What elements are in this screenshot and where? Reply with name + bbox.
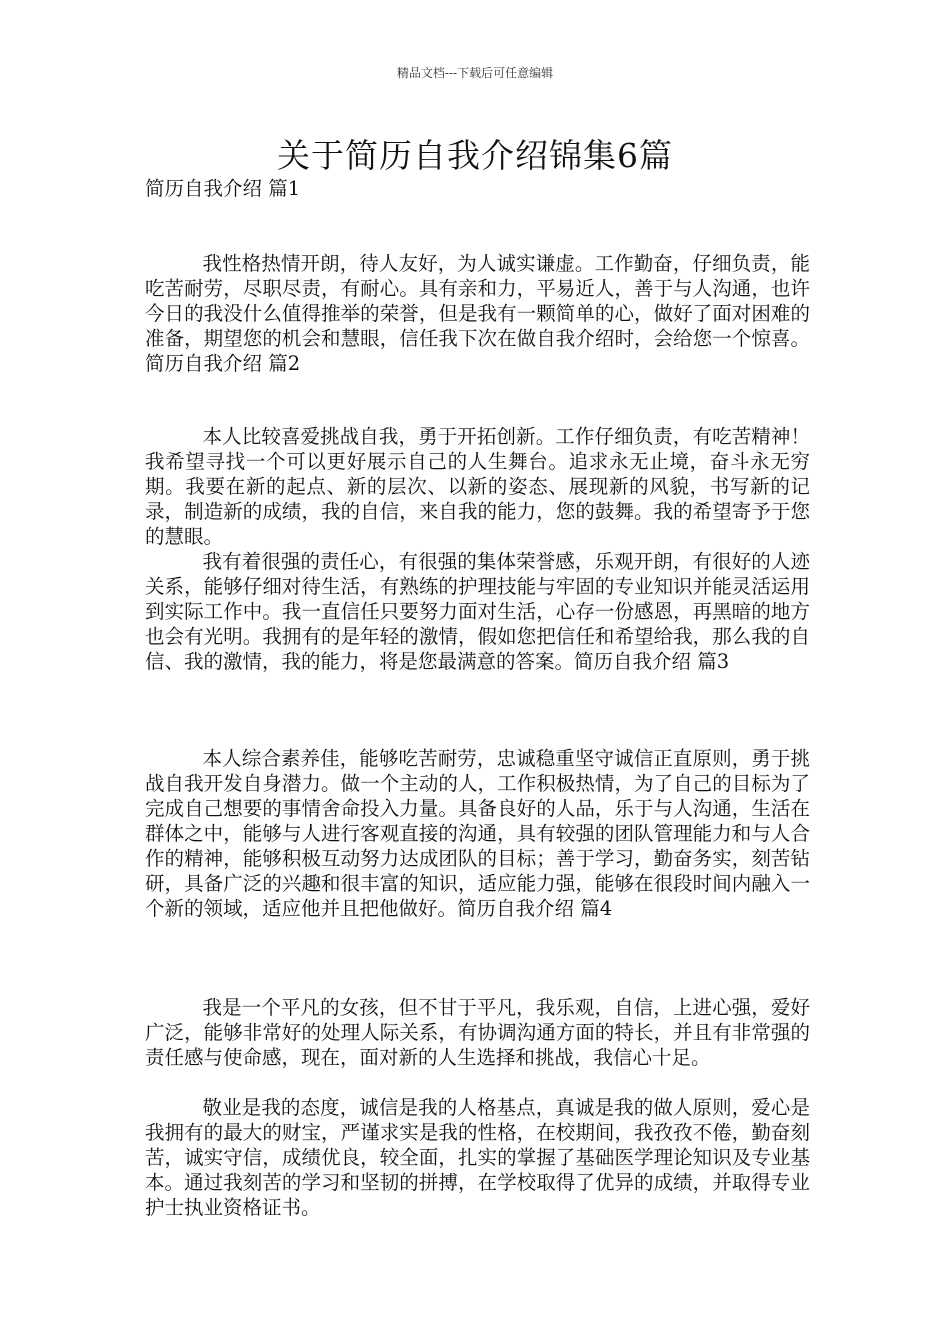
section-heading: 简历自我介绍 篇1	[145, 177, 301, 200]
paragraph: 我性格热情开朗，待人友好，为人诚实谦虚。工作勤奋，仔细负责，能吃苦耐劳，尽职尽责，有耐心。具有亲和力，平易近人，善于与人沟通，也许今日的我没什么值得推举的荣誉，但是我有一颗简单的心，做好了面对困难的准备，期望您的机会和慧眼，信任我下次在做自我介绍时，会给您一个惊喜。简历自我介绍 篇2	[145, 252, 810, 375]
paragraph: 本人比较喜爱挑战自我，勇于开拓创新。工作仔细负责，有吃苦精神！我希望寻找一个可以更好展示自己的人生舞台。追求永无止境，奋斗永无穷期。我要在新的起点、新的层次、以新的姿态、展现新的风貌，书写新的记录，制造新的成绩，我的自信，来自我的能力，您的鼓舞。我的希望寄予于您的慧眼。	[145, 425, 810, 548]
page-header-watermark: 精品文档---下载后可任意编辑	[396, 66, 554, 80]
paragraph: 敬业是我的态度，诚信是我的人格基点，真诚是我的做人原则，爱心是我拥有的最大的财宝，严谨求实是我的性格，在校期间，我孜孜不倦，勤奋刻苦，诚实守信，成绩优良，较全面，扎实的掌握了基础医学理论知识及专业基本。通过我刻苦的学习和坚韧的拼搏，在学校取得了优异的成绩，并取得专业护士执业资格证书。	[145, 1096, 810, 1219]
paragraph: 我是一个平凡的女孩，但不甘于平凡，我乐观，自信，上进心强，爱好广泛，能够非常好的处理人际关系，有协调沟通方面的特长，并且有非常强的责任感与使命感，现在，面对新的人生选择和挑战，我信心十足。	[145, 996, 810, 1069]
paragraph: 本人综合素养佳，能够吃苦耐劳，忠诚稳重坚守诚信正直原则，勇于挑战自我开发自身潜力。做一个主动的人，工作积极热情，为了自己的目标为了完成自己想要的事情舍命投入力量。具备良好的人品，乐于与人沟通，生活在群体之中，能够与人进行客观直接的沟通，具有较强的团队管理能力和与人合作的精神，能够积极互动努力达成团队的目标；善于学习，勤奋务实，刻苦钻研，具备广泛的兴趣和很丰富的知识，适应能力强，能够在很段时间内融入一个新的领域，适应他并且把他做好。简历自我介绍 篇4	[145, 747, 810, 920]
paragraph: 我有着很强的责任心，有很强的集体荣誉感，乐观开朗，有很好的人迹关系，能够仔细对待生活，有熟练的护理技能与牢固的专业知识并能灵活运用到实际工作中。我一直信任只要努力面对生活，心存一份感恩，再黑暗的地方也会有光明。我拥有的是年轻的激情，假如您把信任和希望给我，那么我的自信、我的激情，我的能力，将是您最满意的答案。简历自我介绍 篇3	[145, 550, 810, 673]
document-title: 关于简历自我介绍锦集6篇	[277, 136, 673, 175]
